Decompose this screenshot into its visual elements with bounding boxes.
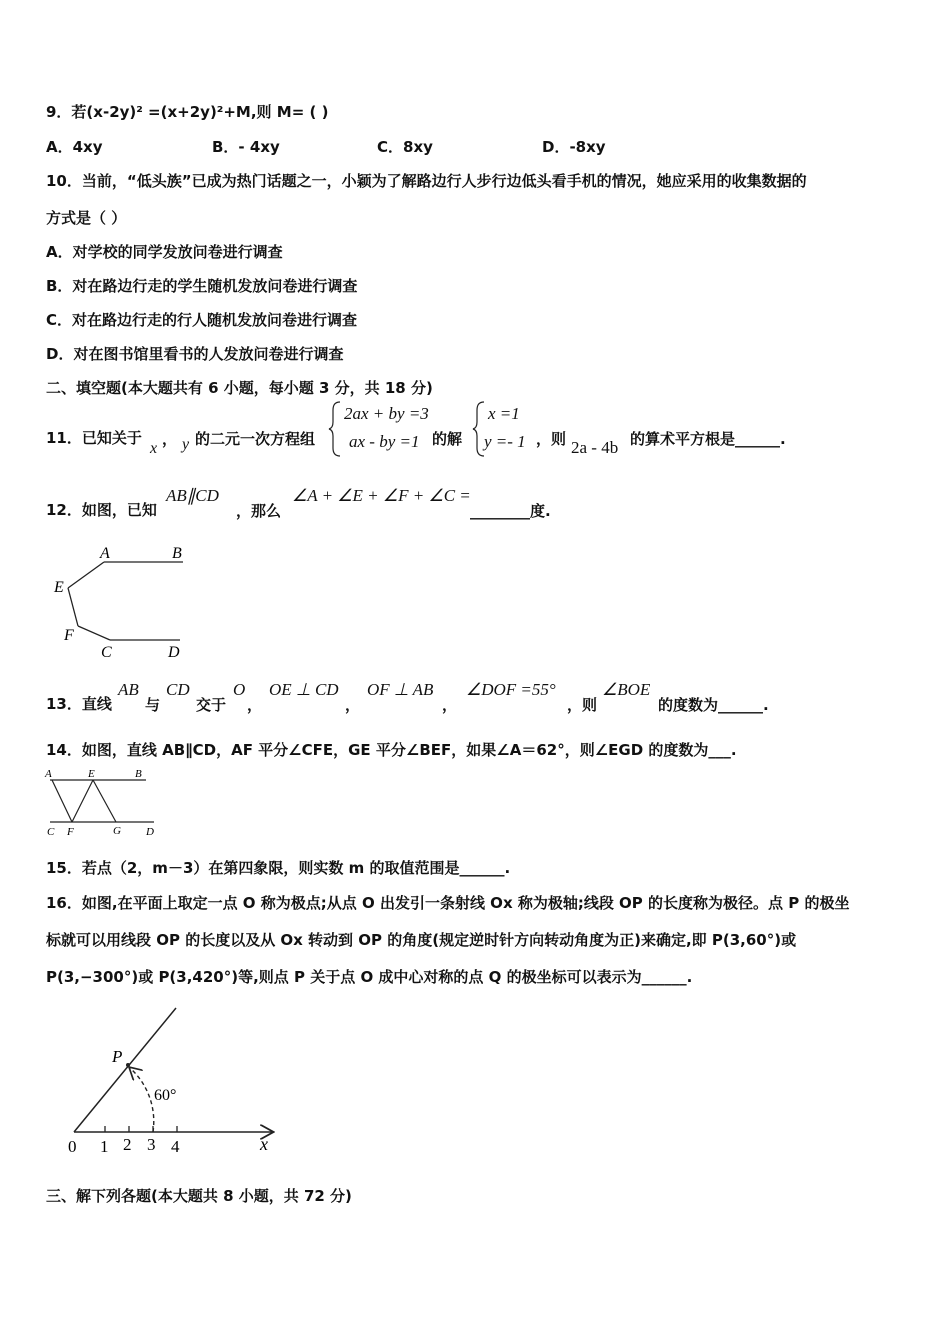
q12-given: AB∥CD: [166, 486, 219, 505]
q14-label-a: A: [45, 768, 52, 780]
q16-line3: P(3,−300°)或 P(3,420°)等,则点 P 关于点 O 成中心对称的点 Q 的极坐标可以表示为______.: [46, 968, 693, 986]
q9-option-a: A．4xy: [46, 138, 103, 156]
q13-comma2: ，: [345, 696, 361, 714]
q13-comma3: ，: [442, 696, 458, 714]
q13-oe: OE ⊥ CD: [269, 680, 339, 699]
q12-label-b: B: [172, 545, 182, 562]
section3-heading: 三、解下列各题(本大题共 8 小题，共 72 分): [46, 1187, 352, 1205]
q13-cd: CD: [166, 680, 190, 699]
q14-label-e: E: [88, 768, 95, 780]
q11-expr: 2a - 4b: [571, 438, 619, 457]
q15-text: 15．若点（2，m－3）在第四象限，则实数 m 的取值范围是______.: [46, 859, 511, 877]
q11-suffix: 的算术平方根是______.: [630, 430, 786, 448]
q16-axis-x: x: [260, 1134, 268, 1154]
q11-system-brace: [328, 400, 342, 458]
q12-label-c: C: [101, 644, 112, 661]
q14-label-f: F: [67, 826, 74, 838]
q16-point-p: P: [112, 1047, 123, 1066]
section2-heading: 二、填空题(本大题共有 6 小题，每小题 3 分，共 18 分): [46, 379, 433, 397]
q11-var-y: y: [182, 436, 190, 453]
q9-option-b: B．- 4xy: [212, 138, 280, 156]
q16-polar-figure: [60, 1004, 290, 1160]
q11-then: ，则: [536, 430, 567, 448]
q12-mid: ，那么: [236, 502, 282, 520]
q13-comma1: ，: [247, 696, 263, 714]
q13-then: ，则: [567, 696, 598, 714]
q10-option-d: D．对在图书馆里看书的人发放问卷进行调查: [46, 345, 344, 363]
q13-angle: ∠DOF =55°: [466, 680, 556, 699]
q10-option-c: C．对在路边行走的行人随机发放问卷进行调查: [46, 311, 358, 329]
q9-option-d: D．-8xy: [542, 138, 606, 156]
q13-boe: ∠BOE: [602, 680, 651, 699]
q16-angle-label: 60°: [154, 1087, 177, 1104]
q13-ab: AB: [118, 680, 139, 699]
q10-line1: 10．当前，“低头族”已成为热门话题之一，小颖为了解路边行人步行边低头看手机的情况，她应采用的收集数据的: [46, 172, 807, 190]
q12-suffix: ________度.: [470, 502, 551, 520]
q12-figure: [48, 540, 198, 662]
q11-prefix: 11．已知关于: [46, 429, 142, 447]
q12-label-f: F: [64, 627, 74, 644]
q13-prefix: 13．直线: [46, 695, 112, 713]
q13-suffix: 的度数为______.: [658, 696, 769, 714]
q12-label-e: E: [54, 579, 64, 596]
q16-tick-3: 3: [147, 1135, 156, 1154]
q11-comma: ，: [162, 430, 178, 448]
q16-tick-4: 4: [171, 1137, 180, 1156]
q14-label-d: D: [146, 826, 154, 838]
q10-line2: 方式是（ ）: [46, 209, 127, 227]
q16-tick-2: 2: [123, 1135, 132, 1154]
q16-tick-0: 0: [68, 1137, 77, 1156]
q9-option-c: C．8xy: [377, 138, 433, 156]
q11-sol-label: 的解: [432, 430, 463, 448]
q16-line1: 16．如图,在平面上取定一点 O 称为极点;从点 O 出发引一条射线 Ox 称为极轴;线段 OP 的长度称为极径。点 P 的极坐: [46, 894, 850, 912]
q16-tick-1: 1: [100, 1137, 109, 1156]
q11-sol2: y =- 1: [484, 432, 526, 451]
q11-sol1: x =1: [488, 404, 520, 423]
q13-o: O: [233, 680, 246, 699]
q14-label-c: C: [47, 826, 55, 838]
q12-prefix: 12．如图，已知: [46, 501, 157, 519]
q12-expr: ∠A + ∠E + ∠F + ∠C =: [292, 486, 471, 505]
q13-yu: 与: [145, 696, 161, 714]
q12-label-a: A: [100, 545, 110, 562]
q13-jiaoyu: 交于: [196, 696, 227, 714]
q16-line2: 标就可以用线段 OP 的长度以及从 Ox 转动到 OP 的角度(规定逆时针方向转动角度为正)来确定,即 P(3,60°)或: [46, 931, 797, 949]
q14-figure: [44, 766, 164, 840]
q14-label-b: B: [135, 768, 142, 780]
q11-var-x: x: [150, 440, 158, 457]
q11-eq2: ax - by =1: [349, 432, 420, 451]
q14-label-g: G: [113, 825, 121, 837]
q12-label-d: D: [168, 644, 180, 661]
q13-of: OF ⊥ AB: [367, 680, 434, 699]
q10-option-b: B．对在路边行走的学生随机发放问卷进行调查: [46, 277, 358, 295]
q10-option-a: A．对学校的同学发放问卷进行调查: [46, 243, 283, 261]
q9-text: 9．若(x-2y)² =(x+2y)²+M,则 M= ( ): [46, 103, 329, 121]
q11-eq1: 2ax + by =3: [344, 404, 429, 423]
q14-text: 14．如图，直线 AB∥CD，AF 平分∠CFE，GE 平分∠BEF，如果∠A＝62°，则∠EGD 的度数为___.: [46, 741, 737, 759]
q11-mid: 的二元一次方程组: [195, 430, 316, 448]
